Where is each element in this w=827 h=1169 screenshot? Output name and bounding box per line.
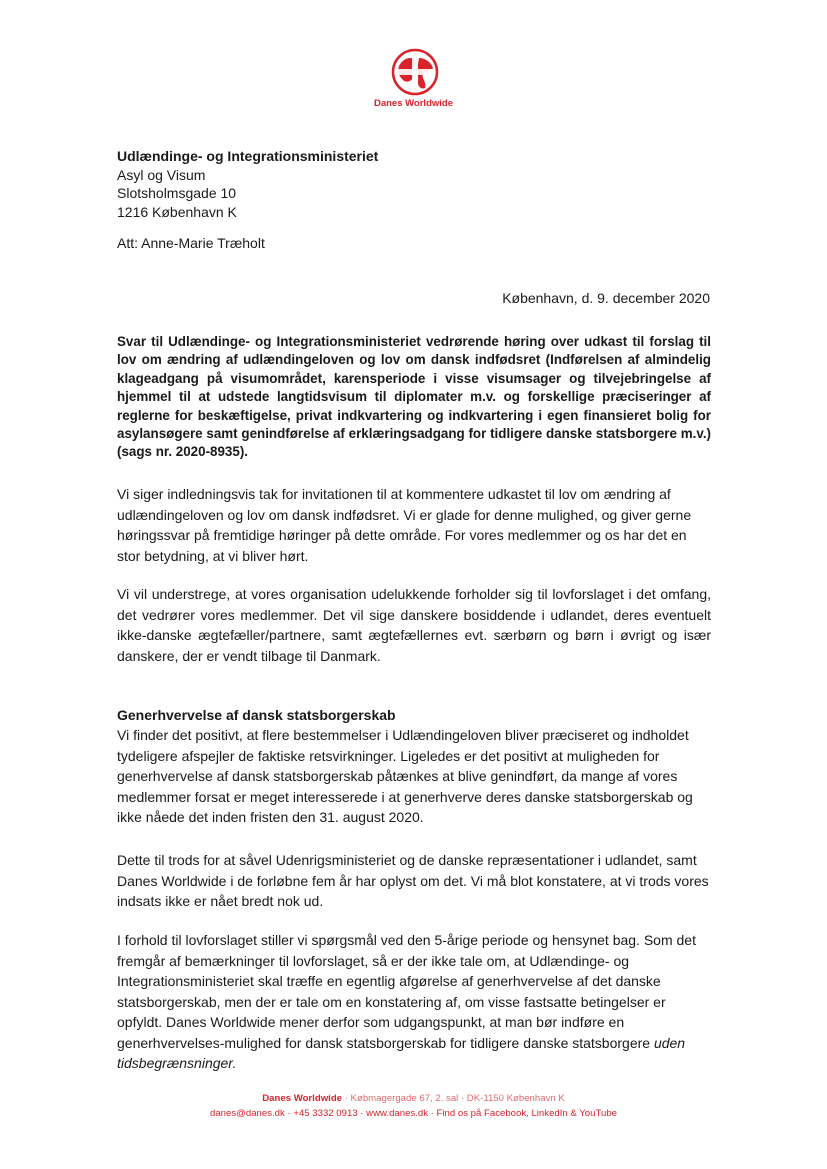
footer-address: · Købmagergade 67, 2. sal · DK-1150 København K: [342, 1093, 565, 1104]
attention-line: Att: Anne-Marie Træholt: [117, 235, 265, 251]
paragraph-despite: Dette til trods for at såvel Udenrigsministeriet og de danske repræsentationer i udlandet, samt Danes Worldwide i de forløbne fem år har oplyst om det. Vi må blot konstatere, at vi trods vores indsats ikke er nået bredt nok ud.: [117, 852, 709, 909]
globe-logo-icon: [391, 48, 439, 96]
paragraph-positive: Vi finder det positivt, at flere bestemmelser i Udlændingeloven bliver præciseret og indholdet tydeligere afspejler de faktiske retsvirkninger. Ligeledes er det positivt at muligheden for generhvervelse af dansk statsborgerskab påtænkes at blive genindført, da mange af vores medlemmer forsat er meget interesserede i at generhverve deres danske statsborgerskab og ikke nåede det inden fristen den 31. august 2020.: [117, 727, 693, 825]
recipient-address: [117, 147, 378, 221]
recipient-dept: Asyl og Visum: [117, 166, 206, 183]
paragraph-question-text: I forhold til lovforslaget stiller vi spørgsmål ved den 5-årige periode og hensynet bag. Som det fremgår af bemærkninger til lovforslaget, så er der ikke tale om, at Udlændinge- og Integrationsministeriet skal træffe en egentlig afgørelse af generhvervelse af det danske statsborgerskab, men der er tale om en konstatering af, om visse fastsatte betingelser er opfyldt. Danes Worldwide mener derfor som udgangspunkt, at man bør indføre en generhvervelses-mulighed for dansk statsborgerskab for tidligere danske statsborgere: [117, 932, 696, 1051]
letter-date: København, d. 9. december 2020: [502, 290, 710, 306]
footer-address-line: [0, 1093, 827, 1104]
recipient-org: Udlændinge- og Integrationsministeriet: [117, 148, 379, 164]
footer-brand-name: Danes Worldwide: [262, 1093, 343, 1104]
paragraph-question-italic: uden tidsbegrænsninger.: [117, 1034, 686, 1071]
recipient-street: Slotsholmsgade 10: [117, 185, 237, 201]
section-heading: Generhvervelse af dansk statsborgerskab: [117, 707, 396, 723]
footer-contact-line: danes@danes.dk · +45 3332 0913 · www.danes.dk · Find os på Facebook, LinkedIn & YouTube: [210, 1108, 617, 1119]
recipient-city: 1216 København K: [117, 203, 237, 220]
paragraph-question: [117, 930, 711, 1074]
paragraph-scope: Vi vil understrege, at vores organisation udelukkende forholder sig til lovforslaget i det omfang, det vedrører vores medlemmer. Det vil sige danskere bosiddende i udlandet, deres eventuelt ikke-danske ægtefæller/partnere, samt ægtefællernes evt. særbørn og børn i øvrigt og især danskere, der er vendt tilbage til Danmark.: [117, 586, 711, 664]
subject-line: Svar til Udlændinge- og Integrationsministeriet vedrørende høring over udkast til forslag til lov om ændring af udlændingeloven og lov om dansk indfødsret (Indførelsen af almindelig klageadgang på visumområdet, karensperiode i visse visumsager og tilvejebringelse af hjemmel til at udstede langtidsvisum til diplomater m.v. og forskellige præciseringer af reglerne for beskæftigelse, privat indkvartering og indkvartering i egen finansieret bolig for asylansøgere samt genindførelse af erklæringsadgang for tidligere danske statsborgere m.v.) (sags nr. 2020-8935).: [117, 334, 711, 460]
paragraph-intro: Vi siger indledningsvis tak for invitationen til at kommentere udkastet til lov om ændring af udlændingeloven og lov om dansk indfødsret. Vi er glade for denne mulighed, og giver gerne høringssvar på fremtidige høringer på dette område. For vores medlemmer og os har det en stor betydning, at vi bliver hørt.: [117, 486, 692, 564]
logo-text: Danes Worldwide: [373, 98, 453, 109]
